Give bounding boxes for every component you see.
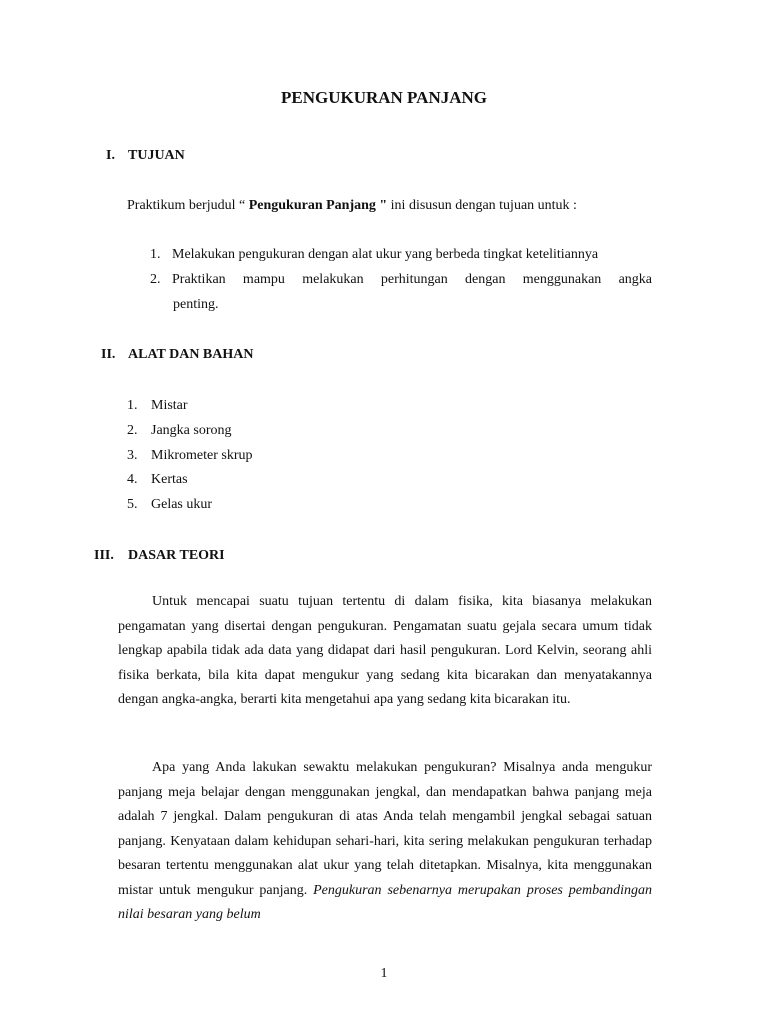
section-heading-dasar-teori — [94, 548, 225, 564]
page-number: 1 — [380, 966, 388, 981]
list-item-text: Praktikan mampu melakukan perhitungan dengan menggunakan angka — [172, 272, 652, 287]
list-item-number: 4. — [127, 472, 138, 487]
list-item-number: 3. — [127, 448, 138, 463]
paragraph — [118, 756, 652, 928]
paragraph-text: Untuk mencapai suatu tujuan tertentu di dalam fisika, kita biasanya melakukan pengamatan yang disertai dengan pengukuran. Pengamatan suatu gejala secara umum tidak lengkap apabila tidak ada data yang didapat dari hasil pengukuran. Lord Kelvin, seorang ahli fisika berkata, bila kita dapat mengukur yang sedang kita bicarakan dan menyatakannya dengan angka-angka, berarti kita mengetahui apa yang sedang kita bicarakan itu. — [118, 594, 652, 707]
list-item-number: 2. — [127, 423, 138, 438]
list-item-number: 1. — [127, 398, 138, 413]
list-item — [127, 398, 188, 414]
section-heading-tujuan — [106, 148, 185, 164]
section-title: TUJUAN — [128, 148, 185, 163]
intro-text-bold: Pengukuran Panjang " — [248, 198, 388, 213]
list-item — [127, 423, 232, 439]
paragraph — [118, 590, 652, 713]
section-title: DASAR TEORI — [128, 548, 225, 563]
list-item-text: Gelas ukur — [151, 497, 213, 512]
list-item-number: 2. — [150, 272, 161, 287]
list-item-number: 5. — [127, 497, 138, 512]
list-item-continuation: penting. — [173, 297, 219, 312]
intro-text-post: ini disusun dengan tujuan untuk : — [387, 198, 577, 213]
intro-text-pre: Praktikum berjudul “ — [127, 198, 249, 213]
section-number: II. — [101, 347, 116, 362]
list-item — [127, 472, 188, 488]
list-item — [150, 272, 652, 288]
tujuan-intro — [127, 198, 577, 214]
list-item — [127, 448, 252, 464]
list-item — [150, 247, 598, 263]
list-item-text: Mikrometer skrup — [151, 448, 253, 463]
section-number: I. — [106, 148, 115, 163]
list-item-text: Mistar — [151, 398, 188, 413]
list-item-text: Jangka sorong — [151, 423, 232, 438]
list-item-text: Kertas — [151, 472, 188, 487]
page-title: PENGUKURAN PANJANG — [280, 88, 488, 107]
paragraph-text — [118, 756, 652, 928]
list-item — [127, 497, 212, 513]
section-title: ALAT DAN BAHAN — [128, 347, 254, 362]
list-item-text: Melakukan pengukuran dengan alat ukur yang berbeda tingkat ketelitiannya — [172, 247, 599, 262]
section-heading-alat — [101, 347, 254, 363]
paragraph-text-italic: Pengukuran sebenarnya merupakan proses pembandingan nilai besaran yang belum — [118, 882, 652, 922]
section-number: III. — [94, 548, 114, 563]
paragraph-text-regular: Apa yang Anda lakukan sewaktu melakukan pengukuran? Misalnya anda mengukur panjang meja belajar dengan menggunakan jengkal, dan mendapatkan bahwa panjang meja adalah 7 jengkal. Dalam pengukuran di atas Anda telah mengambil jengkal sebagai satuan panjang. Kenyataan dalam kehidupan sehari-hari, kita sering melakukan pengukuran terhadap besaran tertentu menggunakan alat ukur yang telah ditetapkan. Misalnya, kita menggunakan mistar untuk mengukur panjang. — [118, 760, 652, 898]
list-item-number: 1. — [150, 247, 161, 262]
